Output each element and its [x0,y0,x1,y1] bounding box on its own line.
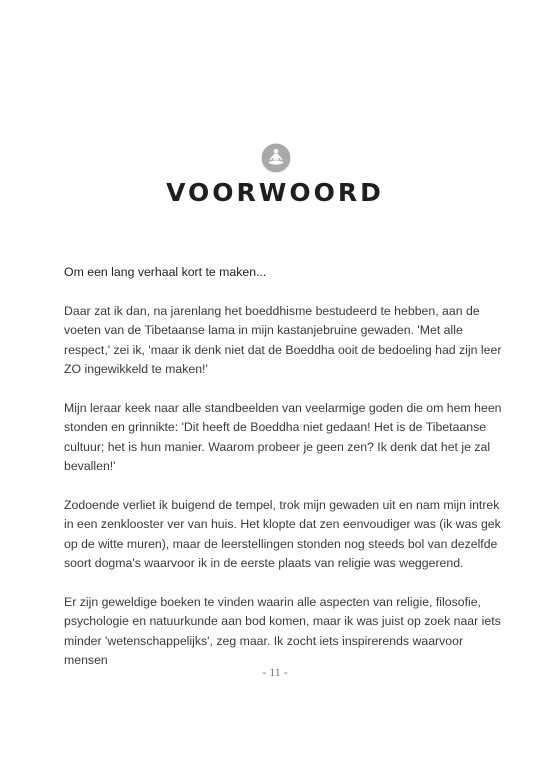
page-number: - 11 - [262,665,288,679]
chapter-title: VOORWOORD [166,178,384,207]
body-paragraph: Mijn leraar keek naar alle standbeelden van veelarmige goden die om hem heen stonden en grinnikte: 'Dit heeft de Boeddha niet gedaan! Het is de Tibetaanse cultuur; het is hun manier. Waarom probeer je geen zen? Ik denk dat het je zal bevallen!' [64,400,502,473]
body-paragraph: Daar zat ik dan, na jarenlang het boeddhisme bestudeerd te hebben, aan de voeten van de Tibetaanse lama in mijn kastanjebruine gewaden. 'Met alle respect,' zei ik, 'maar ik denk niet dat de Boeddha ooit de bedoeling had zijn leer ZO ingewikkeld te maken!' [64,303,502,376]
body-paragraph: Zodoende verliet ik buigend de tempel, trok mijn gewaden uit en nam mijn intrek in een zenklooster ver van huis. Het klopte dat zen eenvoudiger was (ik was gek op de witte muren), maar de leerstellingen stonden nog steeds bol van dezelfde soort dogma's waarvoor ik in de eerste plaats van religie was weggerend. [64,497,501,570]
chapter-body [64,263,504,690]
meditation-figure-icon [261,143,291,173]
lead-paragraph: Om een lang verhaal kort te maken... [64,265,267,279]
body-paragraph: Er zijn geweldige boeken te vinden waarin alle aspecten van religie, filosofie, psychologie en natuurkunde aan bod komen, maar ik was juist op zoek naar iets minder 'wetenschappelijks', zeg maar. Ik zocht iets inspirerends waarvoor mensen [64,594,501,667]
